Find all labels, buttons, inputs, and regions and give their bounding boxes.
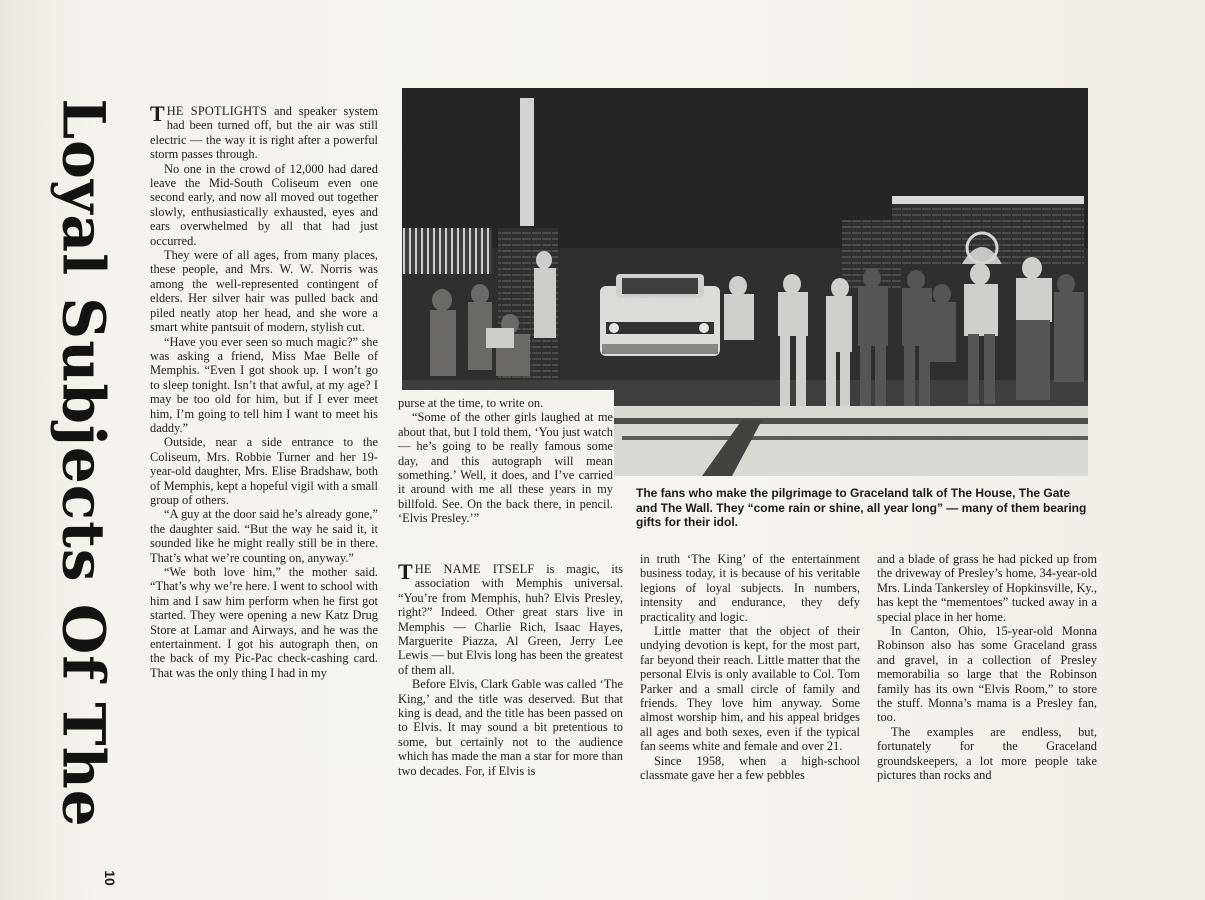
paragraph: Little matter that the object of their undying devotion is kept, for the most part, far beyond their reach. Little matter that the personal Elvis is only available to Col. Tom Parker and a small circle of family and friends. They love him anyway. Some almost worship him, and his appeal bridges all ages and both sexes, even if the typical fan seems white and female and over 21. [640,624,860,754]
paragraph: They were of all ages, from many places, these people, and Mrs. W. W. Norris was among the well-represented contingent of elders. Her silver hair was pulled back and piled neatly atop her head, and she wore a smart white pantsuit of modern, stylish cut. [150,248,378,335]
paragraph: Outside, near a side entrance to the Coliseum, Mrs. Robbie Turner and her 19-year-old daughter, Mrs. Elise Bradshaw, both of Memphis, kept a hopeful vigil with a small group of others. [150,435,378,507]
paragraph [398,562,623,677]
drop-cap: T [398,562,413,584]
paragraph: purse at the time, to write on. [398,396,544,410]
paragraph: In Canton, Ohio, 15-year-old Monna Robinson also has some Graceland grass and gravel, in a collection of Presley memorabilia so large that the Robinson family has its own “Elvis Room,” to store the stuff. Monna’s mama is a Presley fan, too. [877,624,1097,725]
paragraph: “Some of the other girls laughed at me about that, but I told them, ‘You just watch — he’s going to be really famous some day, and this autograph will mean something.’ Well, it does, and I’ve carried it around with me all these years in my billfold. See. On the back there, in pencil. ‘Elvis Presley.’” [398,410,613,526]
paragraph-text: and speaker system had been turned off, but the air was still electric — the way it is right after a powerful storm passes through. [150,104,378,162]
headline-vertical [38,98,130,828]
lead-in: HE SPOTLIGHTS [166,104,268,118]
paragraph: Since 1958, when a high-school classmate gave her a few pebbles [640,753,860,783]
paragraph-text: is magic, its association with Memphis universal. “You’re from Memphis, huh? Elvis Presley, right?” Indeed. Other great stars live in Memphis — Charlie Rich, Isaac Hayes, Marguerite Piazza, Al Green, Jerry Lee Lewis — but Elvis long has been the greatest of them all. [398,562,623,677]
paragraph: in truth ‘The King’ of the entertainment business today, it is because of his veritable legions of loyal subjects. In numbers, intensity and endurance, they defy practicality and logic. [640,552,860,624]
drop-cap: T [150,104,165,126]
article-column-1 [150,104,378,856]
photo-caption: The fans who make the pilgrimage to Graceland talk of The House, The Gate and The Wall. They “come rain or shine, all year long” — many of them bearing gifts for their idol. [636,486,1087,529]
paragraph: “Have you ever seen so much magic?” she was asking a friend, Miss Mae Belle of Memphis. “Even I got shook up. I won’t go to sleep tonight. Isn’t that awful, at my age? I may be too old for him, but if I ever meet him, I’m going to tell him I want to meet his daddy.” [150,334,378,435]
article-column-4 [877,552,1097,824]
paragraph [150,104,378,162]
page-number [95,868,125,888]
paragraph: No one in the crowd of 12,000 had dared leave the Mid-South Coliseum even one second early, and now all moved out together slowly, enthusiastically exhausted, eyes and ears overwhelmed by all that had just occurred. [150,161,378,248]
paragraph: The examples are endless, but, fortunately for the Graceland groundskeepers, a lot more people take pictures than rocks and [877,724,1097,783]
paragraph: “A guy at the door said he’s already gone,” the daughter said. “But the way he said it, it sounded like he might really still be in there. That’s what we’re counting on, anyway.” [150,507,378,565]
article-column-2 [398,562,623,862]
paragraph: and a blade of grass he had picked up from the driveway of Presley’s home, 34-year-old Mrs. Linda Tankersley of Hopkinsville, Ky., has kept the “mementoes” tucked away in a special place in her home. [877,552,1097,624]
headline-text: Loyal Subjects Of The [50,98,119,828]
lead-in: HE NAME ITSELF [414,562,535,576]
article-column-2-top [398,396,613,526]
paragraph: “We both love him,” the mother said. “That’s why we’re here. I went to school with him and I saw him perform when he first got started. They were opening a new Katz Drug Store at Lamar and Airways, and he was the entertainment. I got his autograph then, on the back of my Pic-Pac check-cashing card. That was the only thing I had in my [150,565,378,680]
article-column-3 [640,552,860,842]
paragraph: Before Elvis, Clark Gable was called ‘The King,’ and the title was deserved. But that king is dead, and the title has been passed on to Elvis. It may sound a bit pretentious to some, but certainly not to the audience which has made the man a star for more than two decades. For, if Elvis is [398,677,623,778]
page-number-text: 10 [101,870,118,886]
